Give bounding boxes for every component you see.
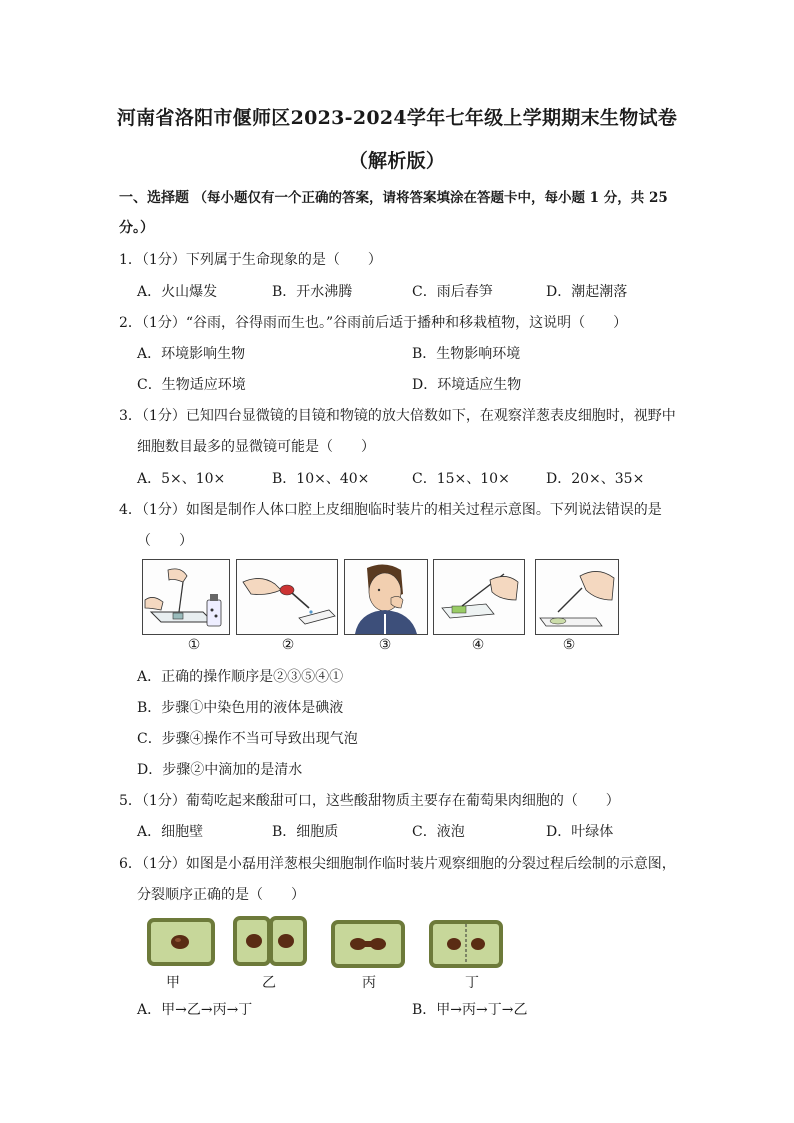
step5-smearing-image	[535, 559, 619, 635]
section-heading: 一、选择题	[119, 190, 189, 206]
section-note: （每小题仅有一个正确的答案，请将答案填涂在答题卡中，每小题 1 分，共 25	[193, 190, 668, 206]
q6-caption-yi: 乙	[262, 975, 276, 991]
q4-caption-3: ③	[378, 637, 392, 653]
staining-illustration-icon	[143, 560, 229, 634]
q6-stem: 6．（1分）如图是小磊用洋葱根尖细胞制作临时装片观察细胞的分裂过程后绘制的示意图，	[119, 856, 676, 872]
q2-option-a: A．环境影响生物	[137, 346, 246, 362]
q6-option-a: A．甲→乙→丙→丁	[137, 1002, 253, 1018]
q2-option-d: D．环境适应生物	[412, 377, 522, 393]
q2-option-b: B．生物影响环境	[412, 346, 521, 362]
q3-option-d: D．20×、35×	[546, 471, 645, 487]
q3-stem: 3．（1分）已知四台显微镜的目镜和物镜的放大倍数如下，在观察洋葱表皮细胞时，视野中	[119, 408, 676, 424]
q5-option-d: D．叶绿体	[546, 824, 614, 840]
coverslip-illustration-icon	[434, 560, 524, 634]
section-note-cont: 分。）	[119, 220, 154, 236]
cell-yi-diagram	[232, 912, 308, 968]
q3-option-a: A．5×、10×	[137, 471, 226, 487]
q5-option-a: A．细胞壁	[137, 824, 204, 840]
q5-stem: 5．（1分）葡萄吃起来酸甜可口，这些酸甜物质主要存在葡萄果肉细胞的（ ）	[119, 793, 620, 809]
q1-option-a: A．火山爆发	[137, 284, 218, 300]
step2-dropping-image	[236, 559, 338, 635]
section-heading-line	[119, 186, 668, 207]
step1-staining-image	[142, 559, 230, 635]
dropper-illustration-icon	[237, 560, 337, 634]
q4-caption-5: ⑤	[562, 637, 576, 653]
q4-option-a: A．正确的操作顺序是②③⑤④①	[137, 669, 344, 685]
q4-caption-2: ②	[281, 637, 295, 653]
q4-caption-1: ①	[187, 637, 201, 653]
q6-caption-bing: 丙	[362, 975, 376, 991]
q4-stem-cont: （ ）	[137, 533, 193, 549]
q1-stem: 1．（1分）下列属于生命现象的是（ ）	[119, 252, 382, 268]
q3-option-b: B．10×、40×	[272, 471, 370, 487]
q1-option-b: B．开水沸腾	[272, 284, 353, 300]
q6-option-b: B．甲→丙→丁→乙	[412, 1002, 528, 1018]
q4-option-d: D．步骤②中滴加的是清水	[137, 762, 303, 778]
q2-option-c: C．生物适应环境	[137, 377, 246, 393]
q6-stem-cont: 分裂顺序正确的是（ ）	[137, 887, 305, 903]
q1-option-d: D．潮起潮落	[546, 284, 628, 300]
q4-caption-4: ④	[471, 637, 485, 653]
step3-cheek-scraping-image	[344, 559, 428, 635]
cell-bing-diagram	[330, 918, 406, 970]
cell-jia-diagram	[146, 916, 216, 968]
cell-ding-diagram	[428, 918, 504, 970]
q5-option-c: C．液泡	[412, 824, 465, 840]
step4-covering-image	[433, 559, 525, 635]
q3-option-c: C．15×、10×	[412, 471, 510, 487]
q3-stem-cont: 细胞数目最多的显微镜可能是（ ）	[137, 439, 375, 455]
q6-caption-ding: 丁	[465, 975, 479, 991]
q4-stem: 4．（1分）如图是制作人体口腔上皮细胞临时装片的相关过程示意图。下列说法错误的是	[119, 502, 662, 518]
q2-stem: 2．（1分）“谷雨，谷得雨而生也。”谷雨前后适于播种和移栽植物，这说明（ ）	[119, 315, 628, 331]
boy-scraping-cheek-icon	[345, 560, 427, 634]
exam-title: 河南省洛阳市偃师区2023-2024学年七年级上学期期末生物试卷	[116, 107, 678, 129]
q5-option-b: B．细胞质	[272, 824, 339, 840]
exam-subtitle: （解析版）	[348, 150, 446, 172]
q1-option-c: C．雨后春笋	[412, 284, 493, 300]
q4-option-b: B．步骤①中染色用的液体是碘液	[137, 700, 344, 716]
q6-caption-jia: 甲	[166, 975, 180, 991]
smearing-illustration-icon	[536, 560, 618, 634]
q4-option-c: C．步骤④操作不当可导致出现气泡	[137, 731, 358, 747]
